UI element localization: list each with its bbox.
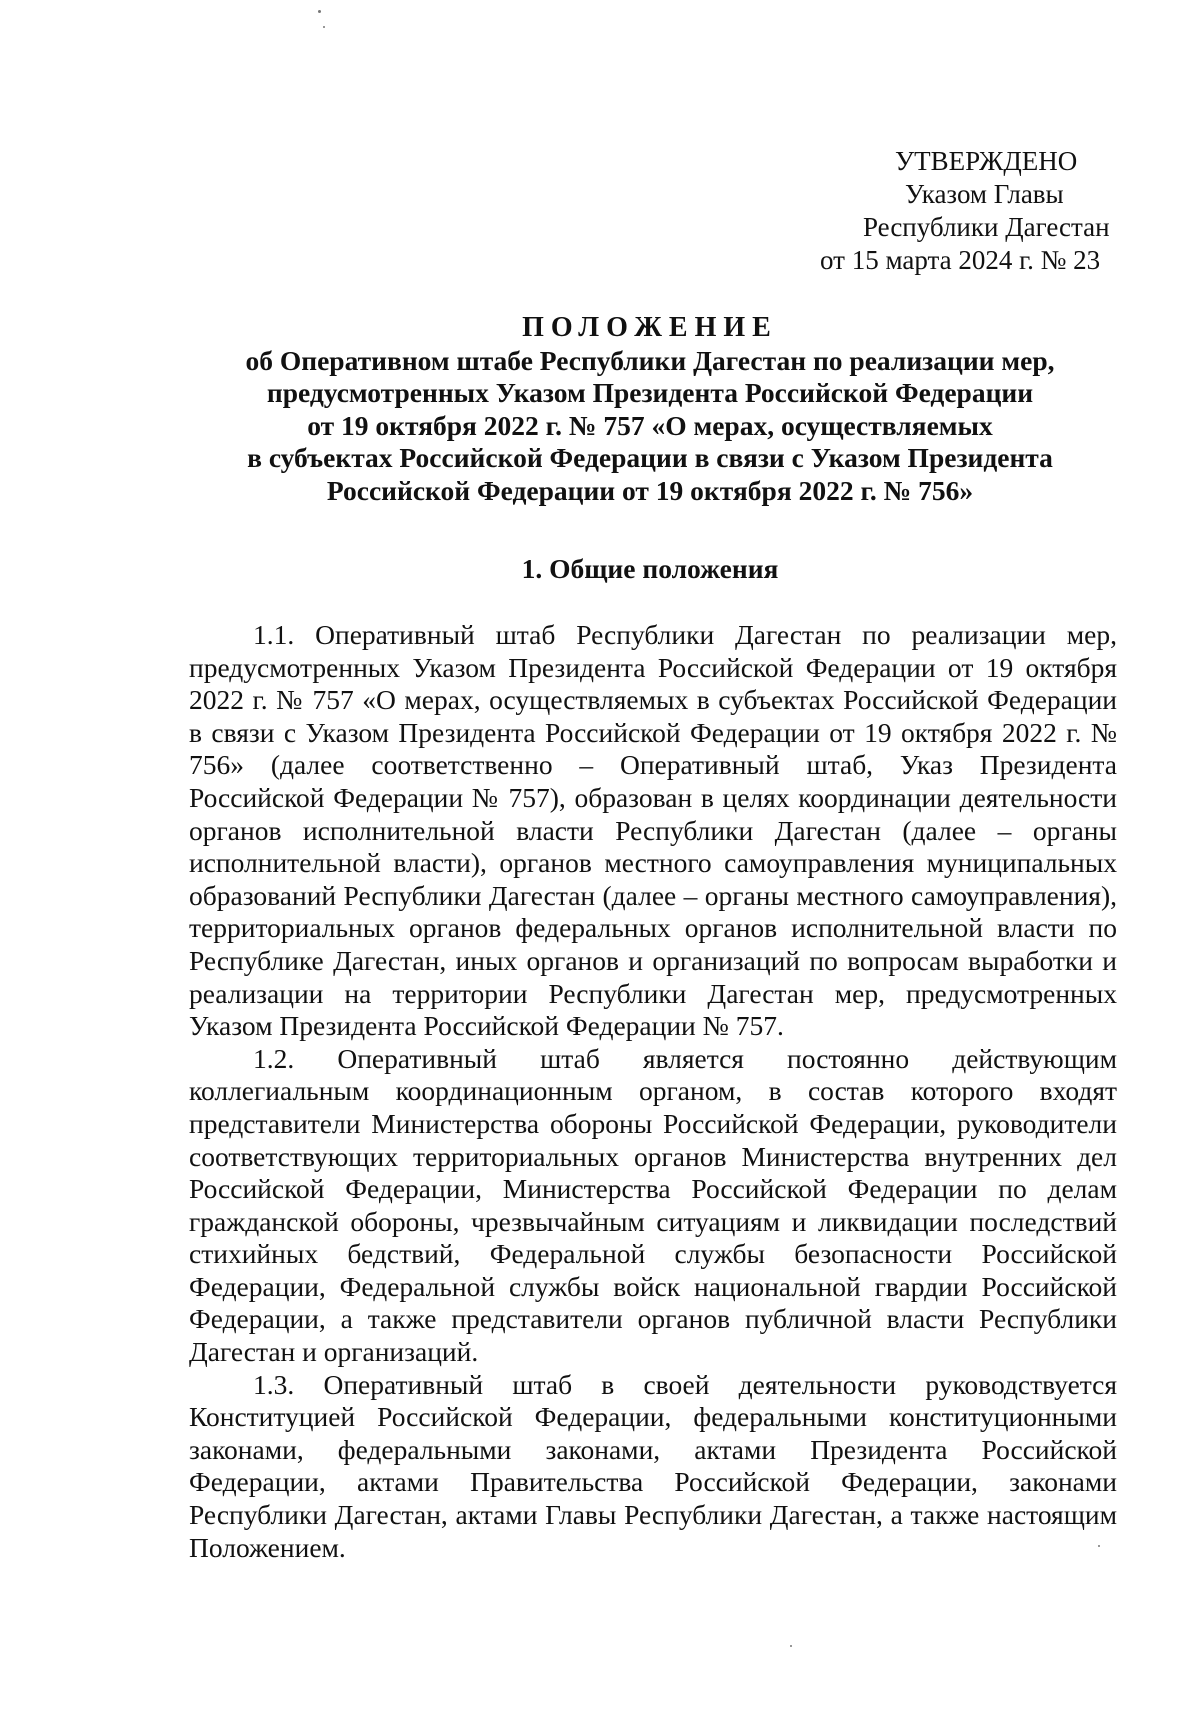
title-line: в субъектах Российской Федерации в связи с Указом Президента [247, 442, 1053, 473]
scan-speck [323, 26, 325, 28]
paragraph-1-2: 1.2. Оперативный штаб является постоянно действующим коллегиальным координационным органом, в состав которого входят представители Министерства обороны Российской Федерации, руководители соответствующих территориальных органов Министерства внутренних дел Российской Федерации, Министерства Российской Федерации по делам гражданской обороны, чрезвычайным ситуациям и ликвидации последствий стихийных бедствий, Федеральной службы безопасности Российской Федерации, Федеральной службы войск национальной гвардии Российской Федерации, а также представители органов публичной власти Республики Дагестан и организаций. [189, 1042, 1117, 1368]
approval-date-number: от 15 марта 2024 г. № 23 [820, 245, 1101, 275]
scan-speck [1098, 1545, 1100, 1547]
title-line: предусмотренных Указом Президента Российской Федерации [266, 377, 1034, 408]
approval-region: Республики Дагестан [863, 212, 1110, 242]
title-line: Российской Федерации от 19 октября 2022 г. № 756» [326, 474, 974, 506]
document-title-block [190, 312, 1110, 507]
paragraph-1-3: 1.3. Оперативный штаб в своей деятельности руководствуется Конституцией Российской Федерации, федеральными конституционными законами, федеральными законами, актами Президента Российской Федерации, актами Правительства Российской Федерации, законами Республики Дагестан, актами Главы Республики Дагестан, а также настоящим Положением. [189, 1368, 1117, 1563]
title-line: об Оперативном штабе Республики Дагестан по реализации мер, [245, 344, 1055, 376]
paragraph-1-1: 1.1. Оперативный штаб Республики Дагестан по реализации мер, предусмотренных Указом Президента Российской Федерации от 19 октября 2022 г. № 757 «О мерах, осуществляемых в субъектах Российской Федерации в связи с Указом Президента Российской Федерации от 19 октября 2022 г. № 756» (далее соответственно – Оперативный штаб, Указ Президента Российской Федерации № 757), образован в целях координации деятельности органов исполнительной власти Республики Дагестан (далее – органы исполнительной власти), органов местного самоуправления муниципальных образований Республики Дагестан (далее – органы местного самоуправления), территориальных органов федеральных органов исполнительной власти по Республике Дагестан, иных органов и организаций по вопросам выработки и реализации на территории Республики Дагестан мер, предусмотренных Указом Президента Российской Федерации № 757. [189, 619, 1117, 1042]
scan-speck [790, 1645, 792, 1647]
section-body [189, 619, 1117, 1564]
approval-heading: УТВЕРЖДЕНО [895, 146, 1078, 176]
document-type-title: ПОЛОЖЕНИЕ [522, 312, 778, 343]
approval-stamp [820, 145, 1140, 277]
section-heading: 1. Общие положения [521, 553, 779, 584]
approval-authority: Указом Главы [905, 179, 1064, 209]
title-line: от 19 октября 2022 г. № 757 «О мерах, осуществляемых [307, 409, 993, 441]
scan-speck [318, 10, 321, 13]
